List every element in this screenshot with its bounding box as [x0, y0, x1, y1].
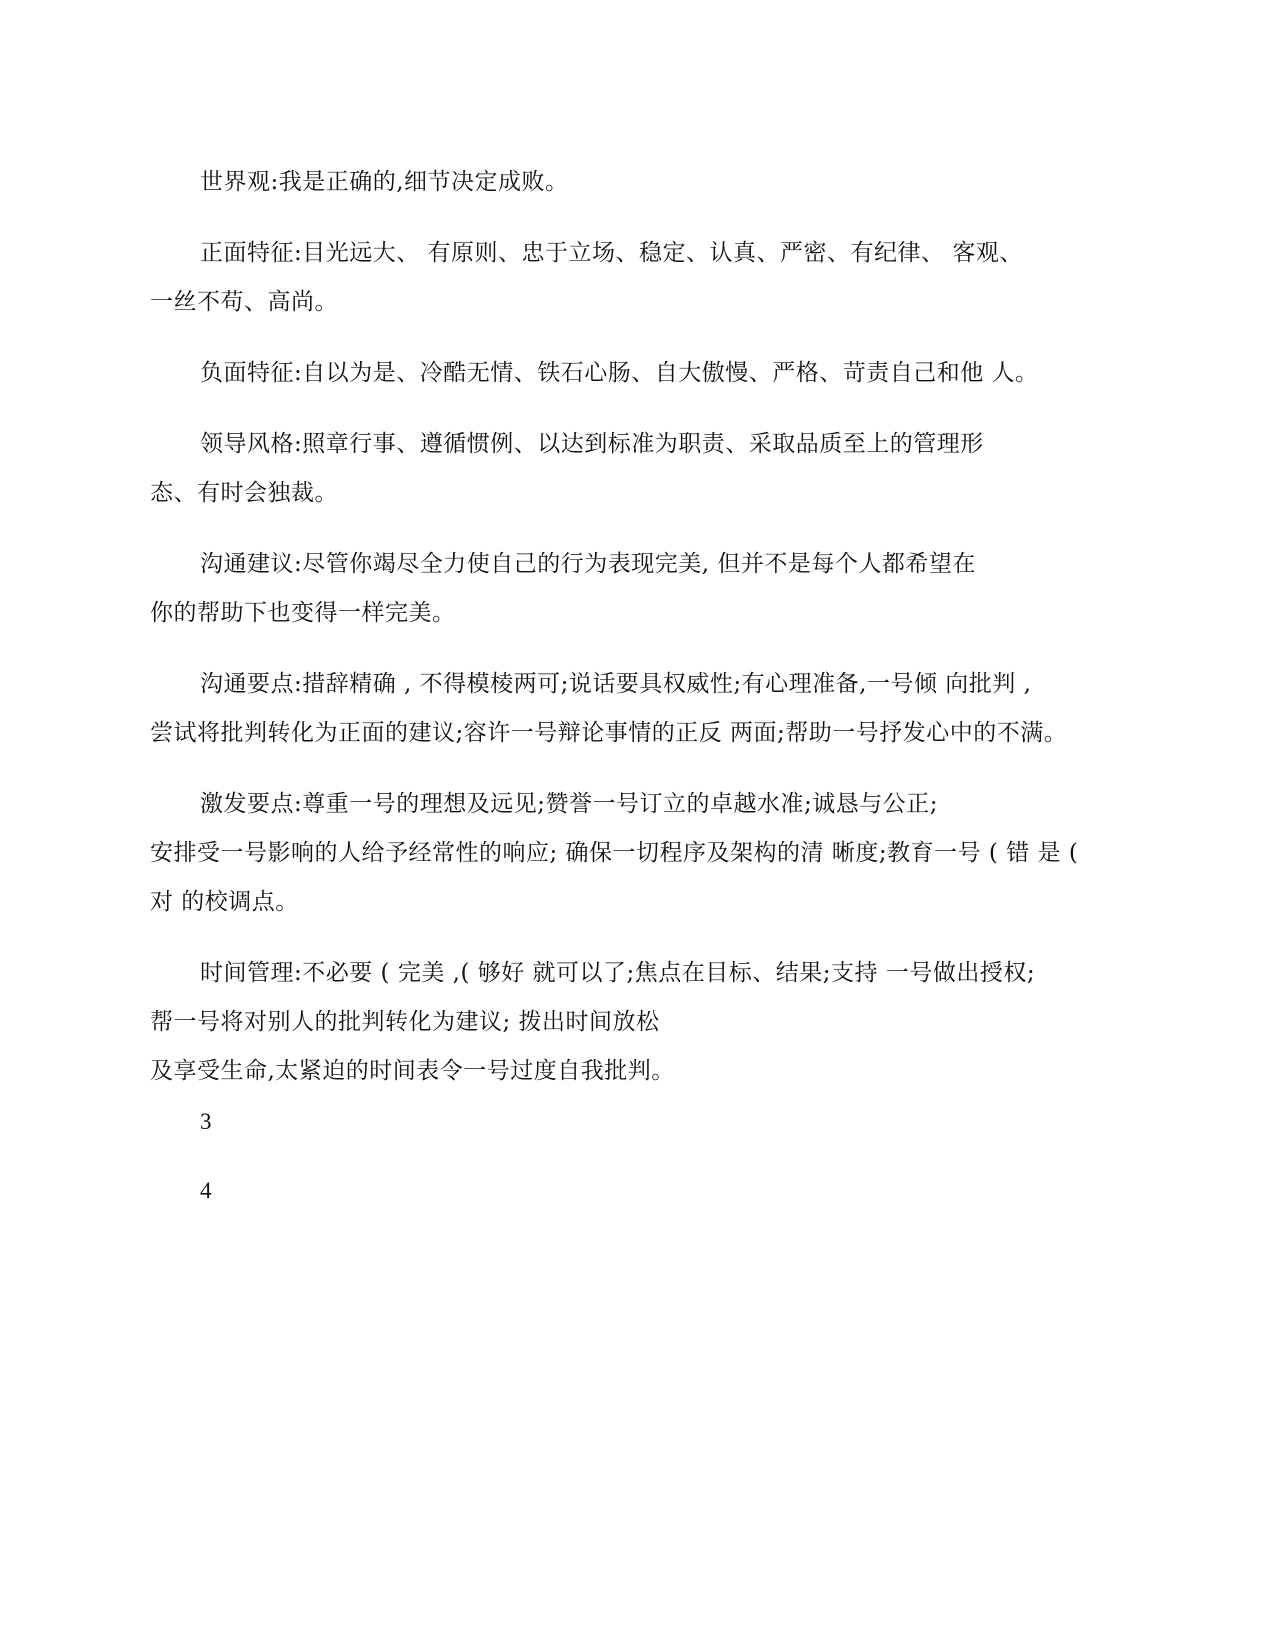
paragraph-line: 及享受生命,太紧迫的时间表令一号过度自我批判。 [150, 1058, 675, 1084]
paragraph-line: 沟通要点:措辞精确 , 不得模棱两可;说话要具权威性;有心理准备,一号倾 向批判 , [200, 671, 1032, 697]
paragraph-communication-advice [150, 540, 1130, 638]
paragraph-line: 世界观:我是正确的,细节决定成败。 [200, 169, 569, 195]
paragraph-line: 尝试将批判转化为正面的建议;容许一号辩论事情的正反 两面;帮助一号抒发心中的不满。 [150, 720, 1068, 746]
paragraph-line: 安排受一号影响的人给予经常性的响应; 确保一切程序及架构的清 晰度;教育一号 ( 错 是 ( [150, 840, 1079, 866]
paragraph-line: 沟通建议:尽管你竭尽全力使自己的行为表现完美, 但并不是每个人都希望在 [200, 551, 976, 577]
paragraph-line: 帮一号将对别人的批判转化为建议; 拨出时间放松 [150, 1009, 660, 1035]
paragraph-line: 领导风格:照章行事、遵循惯例、以达到标准为职责、采取品质至上的管理形 [200, 431, 984, 457]
paragraph-line: 时间管理:不必要 ( 完美 ,( 够好 就可以了;焦点在目标、结果;支持 一号做出授权; [200, 960, 1036, 986]
document-body [150, 158, 1130, 1118]
paragraph-leadership-style [150, 420, 1130, 518]
page-number: 4 [200, 1178, 212, 1203]
paragraph-line: 正面特征:目光远大、 有原则、忠于立场、稳定、认真、严密、有纪律、 客观、 [200, 240, 1023, 266]
paragraph-line: 激发要点:尊重一号的理想及远见;赞誉一号订立的卓越水准;诚恳与公正; [200, 791, 938, 817]
paragraph-line: 对 的校调点。 [150, 889, 299, 915]
paragraph-positive-traits [150, 229, 1130, 327]
paragraph-negative-traits [150, 349, 1130, 398]
paragraph-line: 你的帮助下也变得一样完美。 [150, 600, 456, 626]
paragraph-line: 态、有时会独裁。 [150, 480, 338, 506]
paragraph-communication-points [150, 660, 1130, 758]
paragraph-line: 负面特征:自以为是、冷酷无情、铁石心肠、自大傲慢、严格、苛责自己和他 人。 [200, 360, 1039, 386]
paragraph-line: 一丝不苟、高尚。 [150, 289, 338, 315]
paragraph-worldview [150, 158, 1130, 207]
paragraph-time-management [150, 949, 1130, 1096]
page-number: 3 [200, 1109, 212, 1134]
paragraph-motivation-points [150, 780, 1130, 927]
